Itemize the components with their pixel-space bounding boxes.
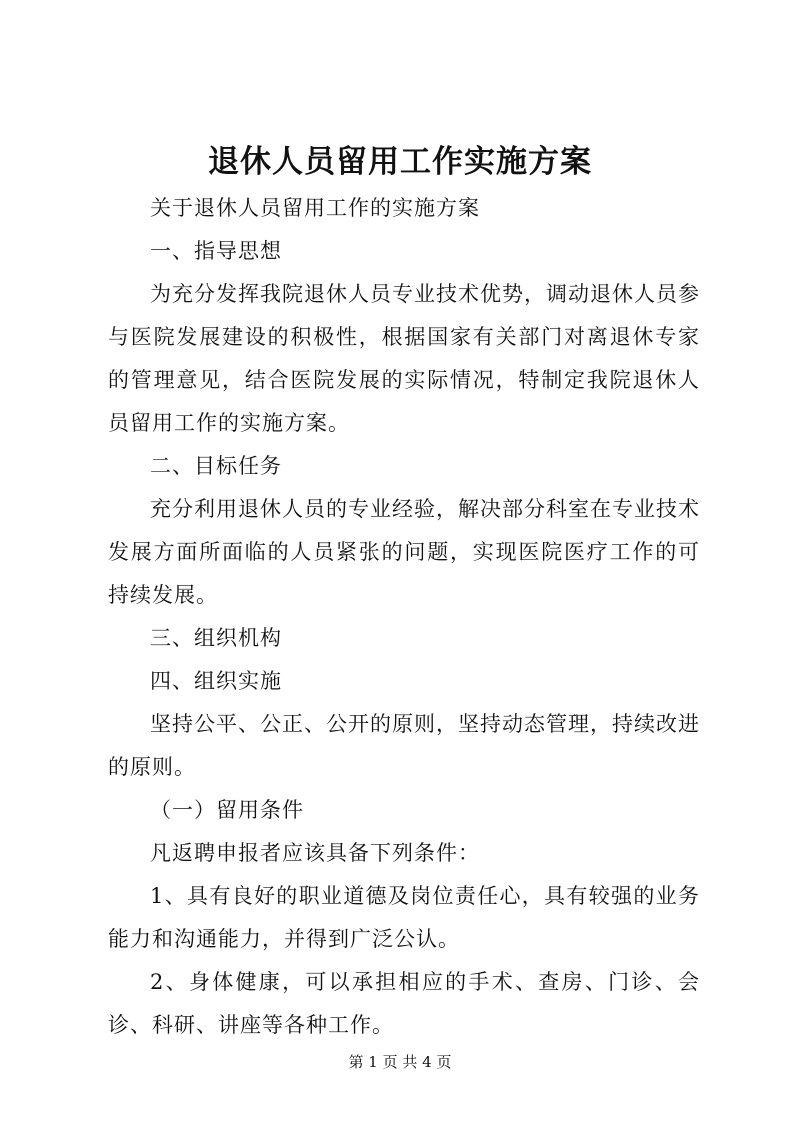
- subsection-heading-retention-conditions: （一）留用条件: [150, 798, 304, 822]
- paragraph-conditions-intro: 凡返聘申报者应该具备下列条件：: [150, 841, 480, 865]
- section-heading-implementation: 四、组织实施: [150, 669, 282, 693]
- list-item-condition-1: 1、具有良好的职业道德及岗位责任心，具有较强的业务能力和沟通能力，并得到广泛公认。: [108, 884, 700, 951]
- paragraph-principles: 坚持公平、公正、公开的原则，坚持动态管理，持续改进的原则。: [108, 712, 700, 779]
- section-heading-organization: 三、组织机构: [150, 626, 282, 650]
- page-footer: 第 1 页 共 4 页: [348, 1053, 452, 1071]
- paragraph-subtitle: 关于退休人员留用工作的实施方案: [150, 196, 480, 220]
- document-body: [108, 187, 700, 1047]
- paragraph-guiding-ideology: 为充分发挥我院退休人员专业技术优势，调动退休人员参与医院发展建设的积极性，根据国家有关部门对离退休专家的管理意见，结合医院发展的实际情况，特制定我院退休人员留用工作的实施方案。: [108, 282, 700, 435]
- section-heading-guiding-ideology: 一、指导思想: [150, 239, 282, 263]
- paragraph-objectives: 充分利用退休人员的专业经验，解决部分科室在专业技术发展方面所面临的人员紧张的问题，实现医院医疗工作的可持续发展。: [108, 497, 700, 607]
- list-item-condition-2: 2、身体健康，可以承担相应的手术、查房、门诊、会诊、科研、讲座等各种工作。: [108, 970, 700, 1037]
- section-heading-objectives: 二、目标任务: [150, 454, 282, 478]
- document-title: 退休人员留用工作实施方案: [208, 144, 592, 180]
